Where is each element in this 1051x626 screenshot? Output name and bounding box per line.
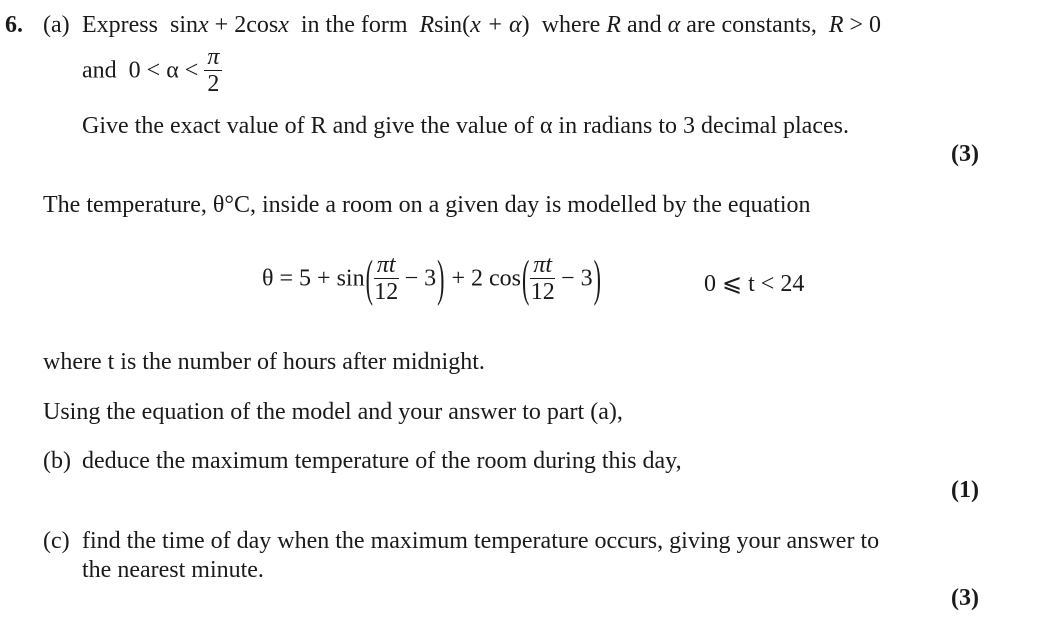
part-c-text-line1: find the time of day when the maximum temperature occurs, giving your answer to: [82, 528, 880, 554]
pi-t-over-12: [374, 252, 399, 305]
fraction-numerator: πt: [374, 252, 399, 279]
fraction-denominator: 2: [207, 71, 220, 97]
cos-fn: cos: [246, 12, 279, 38]
where-text: where: [541, 12, 601, 38]
var-r: R: [828, 12, 844, 38]
left-paren: (: [522, 248, 530, 307]
fraction-numerator: πt: [530, 252, 555, 279]
fraction-numerator: π: [204, 44, 222, 71]
part-a-line1: [82, 11, 881, 39]
equation-mid: + 2 cos: [451, 265, 522, 292]
rsin-fn: sin(: [434, 12, 471, 38]
part-c-label: (c): [43, 528, 70, 554]
part-a-label: (a): [43, 12, 70, 38]
and-text: and: [626, 12, 662, 38]
minus-three: − 3: [404, 265, 437, 292]
and-text: and: [82, 57, 117, 84]
express-text: Express: [82, 12, 158, 38]
part-a-marks: (3): [951, 141, 979, 167]
var-x: x: [278, 12, 289, 38]
right-paren: ): [437, 248, 445, 307]
part-c-text-line2: the nearest minute.: [82, 557, 264, 583]
fraction-denominator: 12: [374, 279, 399, 305]
right-paren: ): [593, 248, 601, 307]
where-t-text: where t is the number of hours after midnight.: [43, 349, 485, 375]
x-plus-alpha: x + α: [470, 12, 522, 38]
var-x: x: [198, 12, 209, 38]
equation-lhs: θ = 5 + sin: [262, 265, 365, 292]
part-a-instruction: Give the exact value of R and give the value of α in radians to 3 decimal places.: [82, 113, 849, 139]
pi-t-over-12: [530, 252, 555, 305]
part-c-marks: (3): [951, 585, 979, 611]
fraction-denominator: 12: [530, 279, 555, 305]
domain-range: 0 ⩽ t < 24: [704, 271, 805, 297]
pi-over-two: [204, 44, 222, 97]
minus-three: − 3: [561, 265, 593, 292]
part-b-text: deduce the maximum temperature of the room during this day,: [82, 448, 682, 474]
form-text: in the form: [300, 12, 408, 38]
gt-zero: > 0: [849, 12, 882, 38]
left-paren: (: [365, 248, 373, 307]
model-equation: [262, 248, 602, 307]
close-paren: ): [521, 12, 530, 38]
plus-two: + 2: [214, 12, 247, 38]
question-number: 6.: [5, 12, 23, 38]
var-alpha: α: [667, 12, 681, 38]
part-b-marks: (1): [951, 477, 979, 503]
var-r: R: [606, 12, 621, 38]
part-b-label: (b): [43, 448, 71, 474]
alpha-inequality: 0 < α <: [128, 57, 199, 84]
var-r: R: [419, 12, 435, 38]
constants-text: are constants,: [686, 12, 817, 38]
using-text: Using the equation of the model and your answer to part (a),: [43, 399, 623, 425]
model-intro: The temperature, θ°C, inside a room on a given day is modelled by the equation: [43, 192, 811, 218]
sin-fn: sin: [169, 12, 198, 38]
part-a-line2: [82, 44, 222, 97]
